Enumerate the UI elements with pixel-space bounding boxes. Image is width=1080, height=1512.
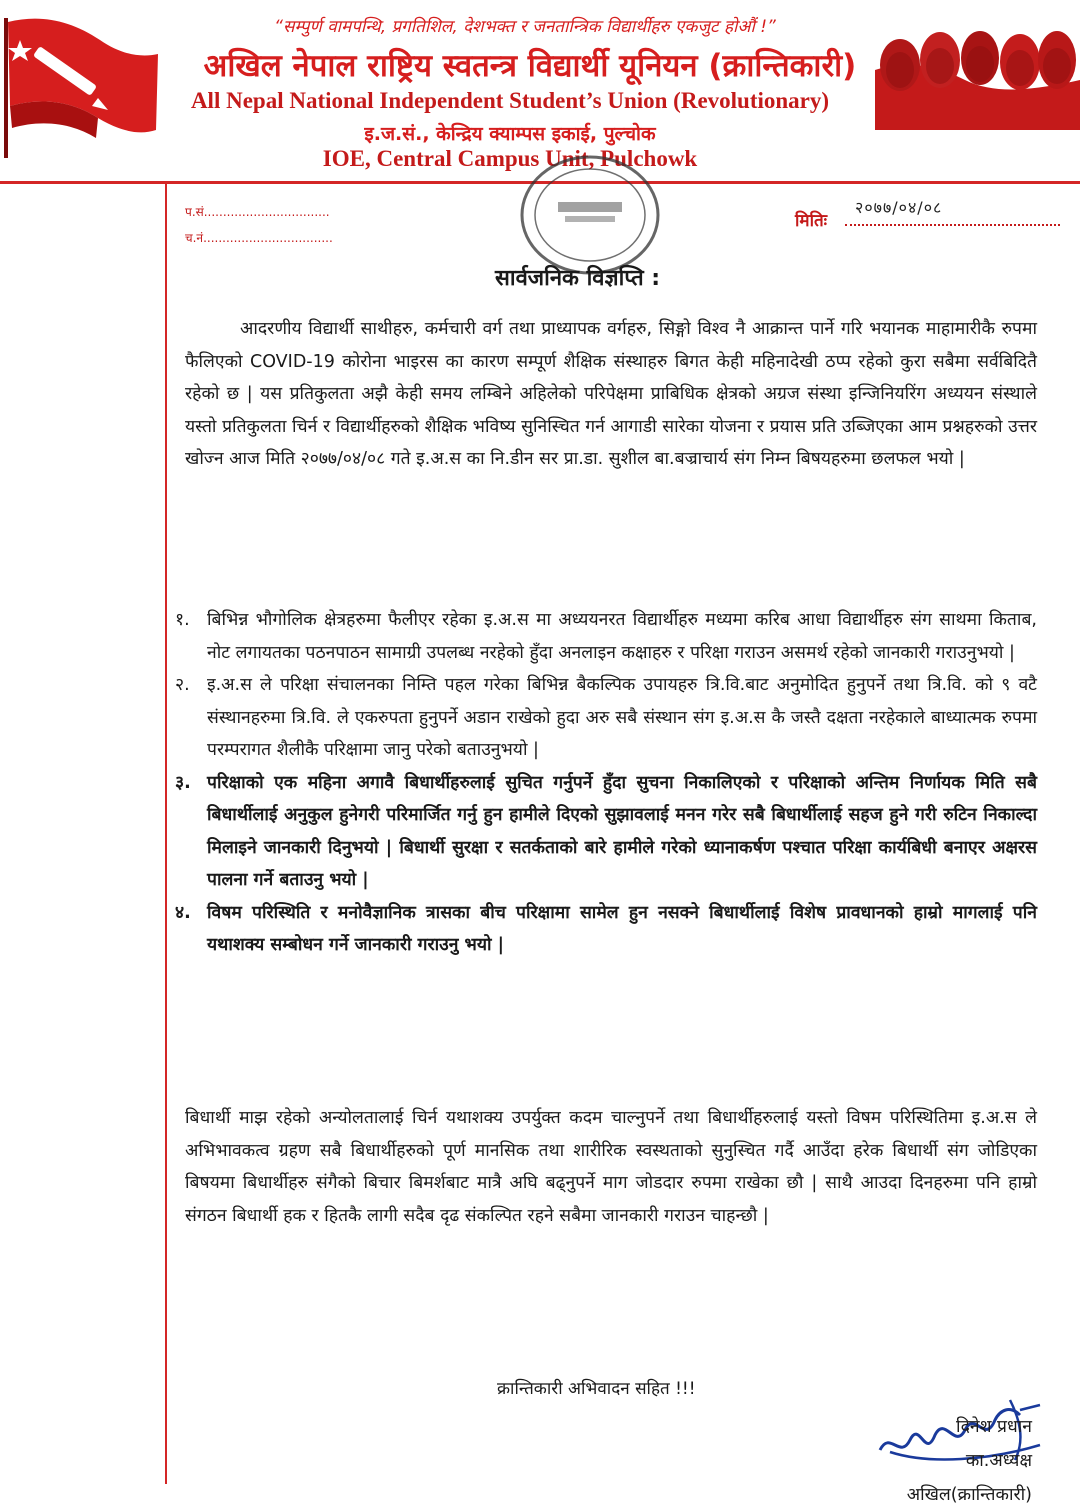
party-flag-logo — [0, 10, 160, 160]
list-item-number: ३. — [175, 772, 191, 793]
list-item — [175, 767, 1037, 897]
list-item — [175, 669, 1037, 767]
date-label: मितिः — [795, 211, 828, 231]
margin-rule — [165, 184, 167, 1484]
notice-title: सार्वजनिक विज्ञप्ति : — [495, 266, 661, 291]
list-item — [175, 604, 1037, 669]
unit-name-nepali: इ.ज.सं., केन्द्रिय क्याम्पस इकाई, पुल्चोक — [364, 123, 656, 145]
closing-paragraph: बिधार्थी माझ रहेको अन्योलतालाई चिर्न यथाशक्य उपर्युक्त कदम चाल्नुपर्ने तथा बिधार्थीहरुलाई यस्तो विषम परिस्थितिमा इ.अ.स ले अभिभावकत्व ग्रहण सबै बिधार्थीहरुको पूर्ण मानसिक तथा शारीरिक स्वस्थताको सुनुस्चित गर्दै आउँदा हरेक बिधार्थी संग जोडिएका बिषयमा बिधार्थीहरु संगैको बिचार बिमर्शबाट मात्रै अघि बढ्नुपर्ने माग जोडदार रुपमा राखेका छौ | साथै आउदा दिनहरुमा पनि हाम्रो संगठन बिधार्थी हक र हितकै लागी सदैब दृढ संकल्पित रहने सबैमा जानकारी गराउन चाहन्छौ | — [185, 1108, 1037, 1226]
signatory-post: का.अध्यक्ष — [965, 1451, 1032, 1471]
list-item-text: विषम परिस्थिति र मनोवैज्ञानिक त्रासका बीच परिक्षामा सामेल हुन नसक्ने बिधार्थीलाई विशेष प्रावधानको हाम्रो मागलाई पनि यथाशक्य सम्बोधन गर्ने जानकारी गराउनु भयो | — [207, 902, 1037, 955]
header-slogan: “सम्पुर्ण वामपन्थि, प्रगतिशिल, देशभक्त र जनतान्त्रिक विद्यार्थीहरु एकजुट होऔं !” — [274, 17, 776, 37]
signatory-block — [907, 1410, 1032, 1512]
discussion-points-list — [175, 604, 1037, 962]
list-item-text: बिभिन्न भौगोलिक क्षेत्रहरुमा फैलीएर रहेका इ.अ.स मा अध्ययनरत विद्यार्थीहरु मध्यमा करिब आधा विद्यार्थीहरु संग साथमा किताब, नोट लगायतका पठनपाठन सामाग्री उपलब्ध नरहेको हुँदा अनलाइन कक्षाहरु र परिक्षा गराउन असमर्थ रहेको जानकारी गराउनुभयो | — [207, 610, 1037, 663]
signatory-org: अखिल(क्रान्तिकारी) — [906, 1485, 1032, 1505]
org-name-nepali: अखिल नेपाल राष्ट्रिय स्वतन्त्र विद्यार्थी यूनियन (क्रान्तिकारी) — [203, 48, 857, 84]
list-item-number: १. — [175, 610, 190, 630]
org-name-english: All Nepal National Independent Student’s Union (Revolutionary) — [190, 88, 830, 113]
greeting: क्रान्तिकारी अभिवादन सहित !!! — [497, 1379, 696, 1399]
dispatch-number-label: च.नं.................................. — [185, 231, 333, 245]
list-item-number: २. — [175, 675, 190, 695]
list-item-number: ४. — [175, 902, 191, 923]
revolutionary-portraits-emblem — [875, 10, 1080, 130]
date-value: २०७७/०४/०८ — [855, 198, 943, 217]
list-item — [175, 897, 1037, 962]
ref-number-label: प.सं................................. — [185, 205, 330, 219]
signatory-name: दिनेश प्रधान — [956, 1417, 1032, 1437]
list-item-text: इ.अ.स ले परिक्षा संचालनका निम्ति पहल गरेका बिभिन्न बैकल्पिक उपायहरु त्रि.वि.बाट अनुमोदित हुनुपर्ने तथा त्रि.वि. को ९ वटै संस्थानहरुमा त्रि.वि. ले एकरुपता हुनुपर्ने अडान राखेको हुदा अरु सबै संस्थान संग इ.अ.स कै जस्तै दक्षता नरहेकाले बाध्यात्मक रुपमा परम्परागत शैलीकै परिक्षामा जानु परेको बताउनुभयो | — [207, 675, 1037, 760]
intro-paragraph: आदरणीय विद्यार्थी साथीहरु, कर्मचारी वर्ग तथा प्राध्यापक वर्गहरु, सिङ्गो विश्व नै आक्रान्त पार्ने गरि भयानक माहामारीकै रुपमा फैलिएको COVID-19 कोरोना भाइरस का कारण सम्पूर्ण शैक्षिक संस्थाहरु बिगत केही महिनादेखी ठप्प रहेको कुरा सबैमा सर्वबिदितै रहेको छ | यस प्रतिकुलता अझै केही समय लम्बिने अहिलेको परिपेक्षमा प्राबिधिक क्षेत्रको अग्रज संस्था इन्जिनियरिंग अध्ययन संस्थाले यस्तो प्रतिकुलता चिर्न र विद्यार्थीहरुको शैक्षिक भविष्य सुनिस्चित गर्न आगाडी सारेका योजना र प्रयास प्रति उब्जिएका आम प्रश्नहरुको उत्तर खोज्न आज मिति २०७७/०४/०८ गते इ.अ.स का नि.डीन सर प्रा.डा. सुशील बा.बज्राचार्य संग निम्न बिषयहरुमा छलफल भयो | — [185, 319, 1037, 469]
organization-stamp — [510, 150, 670, 280]
list-item-text: परिक्षाको एक महिना अगावै बिधार्थीहरुलाई सुचित गर्नुपर्ने हुँदा सुचना निकालिएको र परिक्षाको अन्तिम निर्णायक मिति सबै बिधार्थीलाई अनुकुल हुनेगरी परिमार्जित गर्नु हुन हामीले दिएको सुझावलाई मनन गरेर सबै बिधार्थीलाई सहज हुने गरी रुटिन निकाल्दा मिलाइने जानकारी दिनुभयो | बिधार्थी सुरक्षा र सतर्कताको बारे हामीले गरेको ध्यानाकर्षण पश्चात परिक्षा कार्यबिधी बनाएर अक्षरस पालना गर्ने बताउनु भयो | — [207, 772, 1037, 890]
unit-name-english: IOE, Central Campus Unit, Pulchowk — [322, 146, 698, 171]
